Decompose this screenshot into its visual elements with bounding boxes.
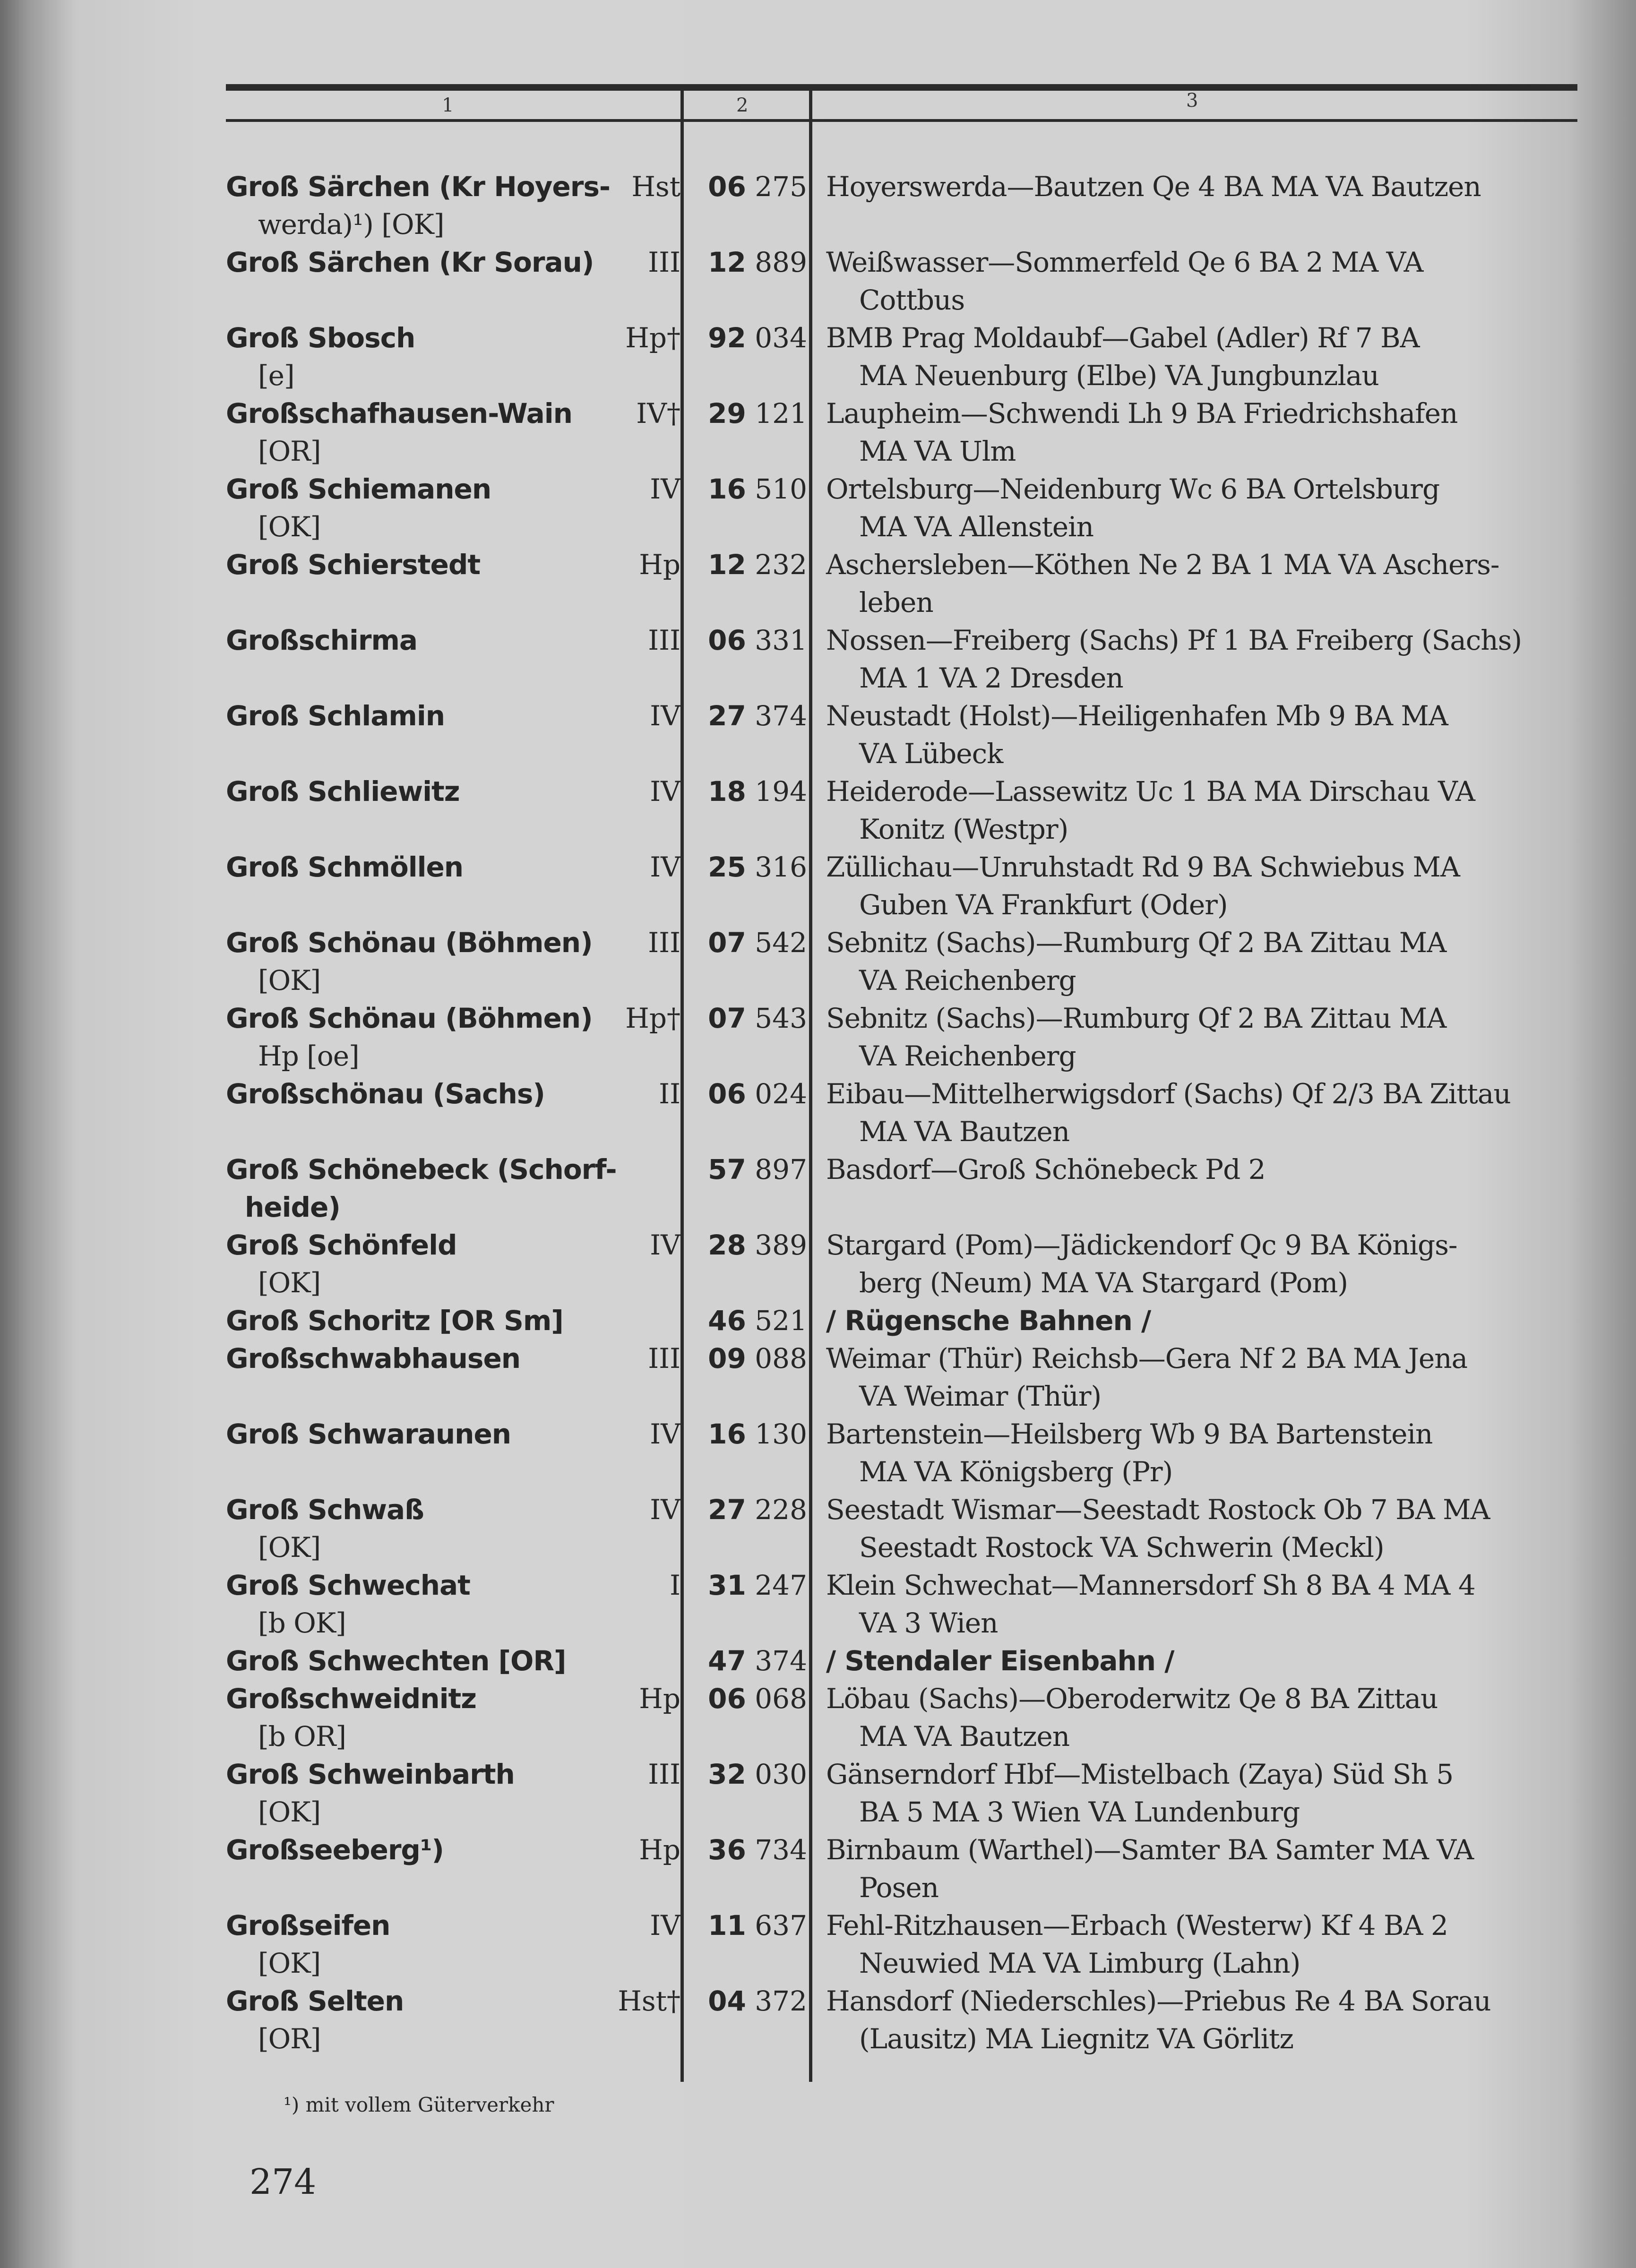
station-name: Groß Schwaraunen	[226, 1418, 511, 1450]
station-code: 04 372	[708, 1985, 807, 2017]
station-class: I	[670, 1569, 680, 1601]
station-name: Groß Schiemanen [OK]	[226, 473, 491, 543]
table-row	[0, 697, 1636, 773]
station-code: 12 232	[708, 549, 807, 581]
table-row	[0, 924, 1636, 999]
table-row	[0, 1151, 1636, 1226]
station-class: III	[648, 246, 680, 278]
table-row	[0, 1340, 1636, 1415]
station-class: II	[659, 1078, 680, 1110]
route-info: Weißwasser—Sommerfeld Qe 6 BA 2 MA VA Cottbus	[826, 246, 1423, 316]
station-class: IV	[650, 1229, 680, 1261]
station-class: IV	[650, 775, 680, 808]
station-name: Groß Schönebeck (Schorf- heide)	[226, 1153, 617, 1223]
station-code: 31 247	[708, 1569, 807, 1601]
table-row	[0, 546, 1636, 621]
station-code: 11 637	[708, 1909, 807, 1942]
station-code: 06 275	[708, 171, 807, 203]
route-info: Gänserndorf Hbf—Mistelbach (Zaya) Süd Sh 5 BA 5 MA 3 Wien VA Lundenburg	[826, 1758, 1454, 1828]
route-info: / Rügensche Bahnen /	[826, 1305, 1151, 1337]
station-name: Groß Schierstedt	[226, 549, 481, 581]
table-row	[0, 621, 1636, 697]
station-class: Hst†	[618, 1985, 680, 2017]
table-row	[0, 319, 1636, 395]
station-class: IV	[650, 851, 680, 883]
table-row	[0, 1982, 1636, 2058]
route-info: Birnbaum (Warthel)—Samter BA Samter MA VA Posen	[826, 1834, 1474, 1904]
route-info: / Stendaler Eisenbahn /	[826, 1645, 1174, 1677]
station-code: 92 034	[708, 322, 807, 354]
station-code: 06 331	[708, 624, 807, 656]
table-row	[0, 773, 1636, 848]
footnote: ¹) mit vollem Güterverkehr	[284, 2093, 554, 2116]
route-info: Seestadt Wismar—Seestadt Rostock Ob 7 BA MA Seestadt Rostock VA Schwerin (Meckl)	[826, 1494, 1490, 1564]
route-info: Sebnitz (Sachs)—Rumburg Qf 2 BA Zittau MA VA Reichenberg	[826, 927, 1447, 997]
table-row	[0, 1491, 1636, 1566]
route-info: Züllichau—Unruhstadt Rd 9 BA Schwiebus MA Guben VA Frankfurt (Oder)	[826, 851, 1460, 921]
station-code: 16 130	[708, 1418, 807, 1450]
table-row	[0, 1755, 1636, 1831]
station-name: Groß Schwechten [OR]	[226, 1645, 566, 1677]
station-class: IV	[650, 700, 680, 732]
station-code: 32 030	[708, 1758, 807, 1790]
station-name: Groß Schweinbarth [OK]	[226, 1758, 515, 1828]
route-info: Laupheim—Schwendi Lh 9 BA Friedrichshafen MA VA Ulm	[826, 397, 1458, 467]
table-row	[0, 1415, 1636, 1491]
route-info: Hansdorf (Niederschles)—Priebus Re 4 BA Sorau (Lausitz) MA Liegnitz VA Görlitz	[826, 1985, 1491, 2055]
station-name: Groß Sbosch [e]	[226, 322, 415, 392]
table-row	[0, 1642, 1636, 1680]
station-class: IV	[650, 473, 680, 505]
station-code: 36 734	[708, 1834, 807, 1866]
station-code: 27 228	[708, 1494, 807, 1526]
station-name: Großschwabhausen	[226, 1342, 521, 1375]
station-name: Großschirma	[226, 624, 418, 656]
station-name: Großschafhausen-Wain [OR]	[226, 397, 572, 467]
table-row	[0, 243, 1636, 319]
route-info: Ortelsburg—Neidenburg Wc 6 BA Ortelsburg MA VA Allenstein	[826, 473, 1440, 543]
station-name: Groß Schwechat [b OK]	[226, 1569, 470, 1639]
table-row	[0, 1680, 1636, 1755]
station-code: 27 374	[708, 700, 807, 732]
station-class: IV	[650, 1494, 680, 1526]
station-class: III	[648, 1758, 680, 1790]
table-row	[0, 1075, 1636, 1151]
station-name: Großseifen [OK]	[226, 1909, 390, 1979]
route-info: Basdorf—Groß Schönebeck Pd 2	[826, 1153, 1266, 1186]
column-number-3: 3	[1186, 90, 1198, 112]
station-name: Groß Särchen (Kr Hoyers- werda)¹) [OK]	[226, 171, 610, 241]
station-name: Groß Selten [OR]	[226, 1985, 404, 2055]
station-code: 18 194	[708, 775, 807, 808]
station-code: 06 024	[708, 1078, 807, 1110]
station-code: 28 389	[708, 1229, 807, 1261]
station-code: 47 374	[708, 1645, 807, 1677]
station-code: 07 542	[708, 927, 807, 959]
station-class: Hst	[631, 171, 680, 203]
route-info: Stargard (Pom)—Jädickendorf Qc 9 BA Königs- berg (Neum) MA VA Stargard (Pom)	[826, 1229, 1457, 1299]
header-bottom-rule	[226, 119, 1577, 122]
station-code: 16 510	[708, 473, 807, 505]
table-row	[0, 999, 1636, 1075]
station-class: IV	[650, 1418, 680, 1450]
route-info: Sebnitz (Sachs)—Rumburg Qf 2 BA Zittau MA VA Reichenberg	[826, 1002, 1447, 1072]
station-code: 07 543	[708, 1002, 807, 1034]
route-info: Weimar (Thür) Reichsb—Gera Nf 2 BA MA Jena VA Weimar (Thür)	[826, 1342, 1468, 1412]
station-name: Groß Schönau (Böhmen) Hp [oe]	[226, 1002, 593, 1072]
route-info: Neustadt (Holst)—Heiligenhafen Mb 9 BA MA VA Lübeck	[826, 700, 1448, 770]
station-class: IV	[650, 1909, 680, 1942]
table-row	[0, 1907, 1636, 1982]
station-code: 09 088	[708, 1342, 807, 1375]
station-name: Groß Schönau (Böhmen) [OK]	[226, 927, 593, 997]
station-name: Groß Schlamin	[226, 700, 445, 732]
station-name: Groß Schönfeld [OK]	[226, 1229, 457, 1299]
route-info: Bartenstein—Heilsberg Wb 9 BA Bartenstein MA VA Königsberg (Pr)	[826, 1418, 1433, 1488]
table-row	[0, 1302, 1636, 1340]
table-row	[0, 848, 1636, 924]
station-class: IV†	[636, 397, 680, 430]
route-info: Hoyerswerda—Bautzen Qe 4 BA MA VA Bautzen	[826, 171, 1481, 203]
column-number-1: 1	[442, 94, 454, 116]
station-name: Großschönau (Sachs)	[226, 1078, 545, 1110]
table-row	[0, 395, 1636, 470]
station-name: Groß Särchen (Kr Sorau)	[226, 246, 594, 278]
station-name: Groß Schoritz [OR Sm]	[226, 1305, 563, 1337]
route-info: Löbau (Sachs)—Oberoderwitz Qe 8 BA Zittau MA VA Bautzen	[826, 1683, 1438, 1753]
station-name: Großschweidnitz [b OR]	[226, 1683, 476, 1753]
route-info: BMB Prag Moldaubf—Gabel (Adler) Rf 7 BA MA Neuenburg (Elbe) VA Jungbunzlau	[826, 322, 1420, 392]
header-top-rule	[226, 84, 1577, 91]
station-class: III	[648, 927, 680, 959]
station-code: 29 121	[708, 397, 807, 430]
route-info: Klein Schwechat—Mannersdorf Sh 8 BA 4 MA 4 VA 3 Wien	[826, 1569, 1475, 1639]
table-row	[0, 1831, 1636, 1907]
route-info: Heiderode—Lassewitz Uc 1 BA MA Dirschau VA Konitz (Westpr)	[826, 775, 1475, 845]
station-class: III	[648, 624, 680, 656]
station-class: Hp†	[625, 322, 680, 354]
station-class: III	[648, 1342, 680, 1375]
table-row	[0, 1226, 1636, 1302]
page-number: 274	[250, 2162, 317, 2202]
route-info: Nossen—Freiberg (Sachs) Pf 1 BA Freiberg (Sachs) MA 1 VA 2 Dresden	[826, 624, 1522, 694]
route-info: Aschersleben—Köthen Ne 2 BA 1 MA VA Aschers- leben	[826, 549, 1499, 619]
station-name: Groß Schliewitz	[226, 775, 460, 808]
station-code: 46 521	[708, 1305, 807, 1337]
route-info: Eibau—Mittelherwigsdorf (Sachs) Qf 2/3 BA Zittau MA VA Bautzen	[826, 1078, 1511, 1148]
station-class: Hp†	[625, 1002, 680, 1034]
station-name: Großseeberg¹)	[226, 1834, 444, 1866]
column-number-2: 2	[736, 94, 749, 116]
station-code: 57 897	[708, 1153, 807, 1186]
station-name: Groß Schmöllen	[226, 851, 464, 883]
station-class: Hp	[639, 1834, 680, 1866]
station-code: 25 316	[708, 851, 807, 883]
station-code: 06 068	[708, 1683, 807, 1715]
table-row	[0, 1566, 1636, 1642]
station-name: Groß Schwaß [OK]	[226, 1494, 424, 1564]
station-code: 12 889	[708, 246, 807, 278]
table-row	[0, 168, 1636, 243]
route-info: Fehl-Ritzhausen—Erbach (Westerw) Kf 4 BA 2 Neuwied MA VA Limburg (Lahn)	[826, 1909, 1448, 1979]
station-class: Hp	[639, 549, 680, 581]
table-row	[0, 470, 1636, 546]
station-class: Hp	[639, 1683, 680, 1715]
